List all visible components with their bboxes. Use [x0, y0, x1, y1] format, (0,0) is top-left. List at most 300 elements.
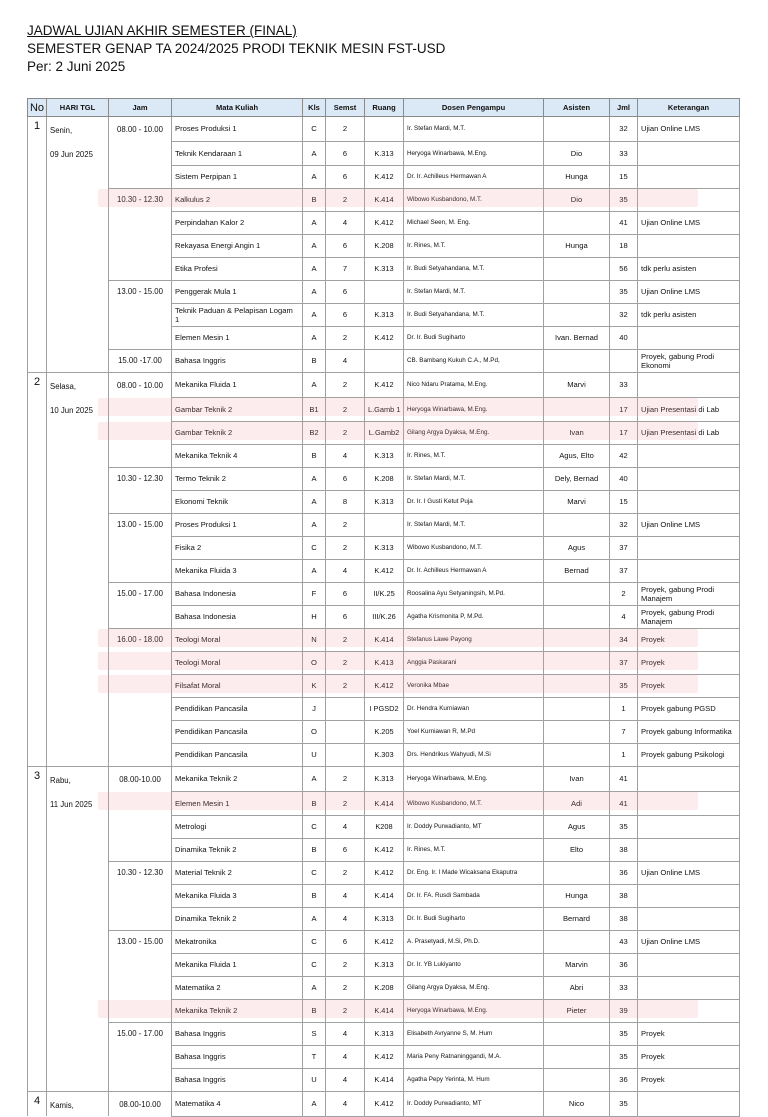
remarks: Proyek, gabung Prodi Manajem — [638, 582, 740, 605]
day-date — [47, 421, 109, 444]
remarks: Proyek gabung PGSD — [638, 697, 740, 720]
col-header: Ruang — [365, 99, 404, 117]
course-name: Mekanika Teknik 4 — [172, 444, 303, 467]
col-header: Kls — [303, 99, 326, 117]
lecturer: Dr. Ir. FA. Rusdi Sambada — [404, 884, 544, 907]
lecturer: Roosalina Ayu Setyaningsih, M.Pd. — [404, 582, 544, 605]
course-name: Mekanika Fluida 1 — [172, 373, 303, 398]
remarks: Proyek — [638, 628, 740, 651]
room: K.414 — [365, 884, 404, 907]
assistant: Pieter — [544, 999, 610, 1022]
class: B — [303, 349, 326, 373]
document-date: Per: 2 Juni 2025 — [27, 59, 126, 74]
room: I PGSD2 — [365, 697, 404, 720]
class: A — [303, 280, 326, 303]
remarks — [638, 234, 740, 257]
table-row — [28, 117, 740, 142]
room: K.208 — [365, 467, 404, 490]
lecturer: Maria Peny Ratnaninggandi, M.A. — [404, 1045, 544, 1068]
remarks: Proyek, gabung Prodi Manajem — [638, 605, 740, 628]
row-number — [28, 1022, 47, 1045]
lecturer: Anggia Paskarani — [404, 651, 544, 674]
room: K.412 — [365, 559, 404, 582]
semester: 6 — [326, 467, 365, 490]
class: B — [303, 188, 326, 211]
table-row — [28, 467, 740, 490]
day-date: 09 Jun 2025 — [47, 141, 109, 165]
semester: 4 — [326, 907, 365, 930]
semester: 6 — [326, 838, 365, 861]
semester: 6 — [326, 141, 365, 165]
class: C — [303, 117, 326, 142]
class: B1 — [303, 397, 326, 421]
course-name: Pendidikan Pancasila — [172, 697, 303, 720]
time-slot: 08.00 - 10.00 — [109, 117, 172, 142]
room: II/K.25 — [365, 582, 404, 605]
col-header: No — [28, 99, 47, 117]
participant-count: 35 — [610, 674, 638, 697]
assistant — [544, 1045, 610, 1068]
table-row — [28, 326, 740, 349]
day-date — [47, 930, 109, 953]
room: K.412 — [365, 930, 404, 953]
day-date — [47, 536, 109, 559]
table-row — [28, 999, 740, 1022]
class: S — [303, 1022, 326, 1045]
day-date — [47, 490, 109, 513]
row-number — [28, 444, 47, 467]
day-date — [47, 349, 109, 373]
time-slot — [109, 559, 172, 582]
remarks — [638, 767, 740, 792]
participant-count: 36 — [610, 953, 638, 976]
day-date — [47, 861, 109, 884]
room: K.412 — [365, 838, 404, 861]
course-name: Matematika 4 — [172, 1092, 303, 1117]
row-number — [28, 165, 47, 188]
time-slot: 15.00 - 17.00 — [109, 582, 172, 605]
room: K.414 — [365, 628, 404, 651]
row-number — [28, 720, 47, 743]
time-slot — [109, 1045, 172, 1068]
remarks: Proyek gabung Informatika — [638, 720, 740, 743]
participant-count: 38 — [610, 907, 638, 930]
assistant — [544, 651, 610, 674]
table-row — [28, 397, 740, 421]
course-name: Mekatronika — [172, 930, 303, 953]
day-date — [47, 815, 109, 838]
day-date — [47, 976, 109, 999]
class: A — [303, 373, 326, 398]
participant-count: 15 — [610, 165, 638, 188]
row-number — [28, 326, 47, 349]
semester: 6 — [326, 930, 365, 953]
class: N — [303, 628, 326, 651]
course-name: Pendidikan Pancasila — [172, 720, 303, 743]
lecturer: CB. Bambang Kukuh C.A., M.Pd, — [404, 349, 544, 373]
table-row — [28, 257, 740, 280]
time-slot: 16.00 - 18.00 — [109, 628, 172, 651]
participant-count: 2 — [610, 582, 638, 605]
assistant: Marvin — [544, 953, 610, 976]
participant-count: 35 — [610, 188, 638, 211]
day-date — [47, 953, 109, 976]
course-name: Mekanika Fluida 3 — [172, 559, 303, 582]
day-date — [47, 467, 109, 490]
table-row — [28, 165, 740, 188]
class: C — [303, 536, 326, 559]
class: B — [303, 838, 326, 861]
room: L.Gamb 1 — [365, 397, 404, 421]
assistant — [544, 628, 610, 651]
semester: 4 — [326, 1092, 365, 1117]
assistant: Bernard — [544, 907, 610, 930]
semester — [326, 743, 365, 767]
remarks — [638, 1092, 740, 1117]
class: J — [303, 697, 326, 720]
table-row — [28, 605, 740, 628]
lecturer: Nico Ndaru Pratama, M.Eng. — [404, 373, 544, 398]
course-name: Mekanika Fluida 1 — [172, 953, 303, 976]
remarks: Ujian Presentasi di Lab — [638, 397, 740, 421]
time-slot: 13.00 - 15.00 — [109, 930, 172, 953]
row-number — [28, 605, 47, 628]
semester: 7 — [326, 257, 365, 280]
lecturer: Gilang Argya Dyaksa, M.Eng. — [404, 976, 544, 999]
row-number — [28, 559, 47, 582]
time-slot — [109, 326, 172, 349]
room: K.313 — [365, 1022, 404, 1045]
table-row — [28, 791, 740, 815]
table-row — [28, 559, 740, 582]
assistant: Ivan — [544, 421, 610, 444]
semester: 2 — [326, 791, 365, 815]
document-subtitle: SEMESTER GENAP TA 2024/2025 PRODI TEKNIK MESIN FST-USD — [27, 41, 446, 56]
course-name: Mekanika Fluida 3 — [172, 884, 303, 907]
day-date: Selasa, — [47, 373, 109, 398]
remarks: Proyek — [638, 1045, 740, 1068]
time-slot — [109, 743, 172, 767]
course-name: Bahasa Inggris — [172, 349, 303, 373]
room: K.303 — [365, 743, 404, 767]
class: A — [303, 165, 326, 188]
assistant: Dio — [544, 141, 610, 165]
col-header: Jml — [610, 99, 638, 117]
class: A — [303, 211, 326, 234]
class: B — [303, 884, 326, 907]
class: A — [303, 490, 326, 513]
assistant — [544, 697, 610, 720]
room: K.412 — [365, 326, 404, 349]
lecturer: Dr. Eng. Ir. I Made Wicaksana Ekaputra — [404, 861, 544, 884]
semester: 2 — [326, 767, 365, 792]
remarks — [638, 999, 740, 1022]
day-date — [47, 838, 109, 861]
participant-count: 33 — [610, 373, 638, 398]
time-slot: 10.30 - 12.30 — [109, 861, 172, 884]
time-slot — [109, 999, 172, 1022]
room: K.313 — [365, 536, 404, 559]
lecturer: Agatha Krismonita P, M.Pd. — [404, 605, 544, 628]
participant-count: 18 — [610, 234, 638, 257]
lecturer: Ir. Stefan Mardi, M.T. — [404, 513, 544, 536]
lecturer: Yoel Kurniawan R, M.Pd — [404, 720, 544, 743]
class: B — [303, 999, 326, 1022]
day-date — [47, 257, 109, 280]
lecturer: Heryoga Winarbawa, M.Eng. — [404, 397, 544, 421]
course-name: Material Teknik 2 — [172, 861, 303, 884]
time-slot: 08.00 - 10.00 — [109, 373, 172, 398]
table-row — [28, 490, 740, 513]
time-slot: 13.00 - 15.00 — [109, 513, 172, 536]
table-row — [28, 838, 740, 861]
class: A — [303, 141, 326, 165]
table-row — [28, 767, 740, 792]
course-name: Elemen Mesin 1 — [172, 326, 303, 349]
table-row — [28, 884, 740, 907]
remarks: Proyek — [638, 674, 740, 697]
day-date — [47, 628, 109, 651]
table-row — [28, 720, 740, 743]
assistant — [544, 303, 610, 326]
semester: 2 — [326, 536, 365, 559]
table-row — [28, 953, 740, 976]
lecturer: Veronika Mbae — [404, 674, 544, 697]
participant-count: 43 — [610, 930, 638, 953]
lecturer: Ir. Doddy Purwadianto, MT — [404, 1092, 544, 1117]
class: A — [303, 303, 326, 326]
row-number: 1 — [28, 117, 47, 142]
lecturer: Wibowo Kusbandono, M.T. — [404, 188, 544, 211]
room: K.313 — [365, 141, 404, 165]
time-slot — [109, 536, 172, 559]
assistant — [544, 930, 610, 953]
assistant: Bernad — [544, 559, 610, 582]
row-number — [28, 257, 47, 280]
course-name: Mekanika Teknik 2 — [172, 999, 303, 1022]
assistant — [544, 1068, 610, 1092]
lecturer: Wibowo Kusbandono, M.T. — [404, 791, 544, 815]
participant-count: 37 — [610, 536, 638, 559]
time-slot: 08.00-10.00 — [109, 1092, 172, 1117]
class: A — [303, 257, 326, 280]
lecturer: Ir. Rines, M.T. — [404, 444, 544, 467]
table-row — [28, 211, 740, 234]
row-number: 3 — [28, 767, 47, 792]
table-row — [28, 697, 740, 720]
course-name: Gambar Teknik 2 — [172, 421, 303, 444]
remarks — [638, 165, 740, 188]
row-number — [28, 697, 47, 720]
room — [365, 513, 404, 536]
day-date — [47, 513, 109, 536]
participant-count: 33 — [610, 976, 638, 999]
participant-count: 35 — [610, 280, 638, 303]
assistant — [544, 349, 610, 373]
class: K — [303, 674, 326, 697]
lecturer: Ir. Stefan Mardi, M.T. — [404, 467, 544, 490]
course-name: Filsafat Moral — [172, 674, 303, 697]
class: O — [303, 720, 326, 743]
col-header: Semst — [326, 99, 365, 117]
lecturer: Ir. Rines, M.T. — [404, 234, 544, 257]
lecturer: Ir. Stefan Mardi, M.T. — [404, 280, 544, 303]
lecturer: Dr. Hendra Kurniawan — [404, 697, 544, 720]
assistant: Ivan — [544, 767, 610, 792]
course-name: Bahasa Indonesia — [172, 582, 303, 605]
day-date — [47, 444, 109, 467]
semester: 4 — [326, 1022, 365, 1045]
course-name: Bahasa Indonesia — [172, 605, 303, 628]
participant-count: 15 — [610, 490, 638, 513]
row-number — [28, 791, 47, 815]
class: O — [303, 651, 326, 674]
table-row — [28, 674, 740, 697]
table-row — [28, 815, 740, 838]
remarks — [638, 791, 740, 815]
row-number — [28, 421, 47, 444]
assistant — [544, 280, 610, 303]
class: A — [303, 326, 326, 349]
row-number — [28, 976, 47, 999]
semester: 2 — [326, 421, 365, 444]
room — [365, 280, 404, 303]
remarks — [638, 953, 740, 976]
room: III/K.26 — [365, 605, 404, 628]
table-row — [28, 280, 740, 303]
document-header — [27, 22, 445, 76]
participant-count: 32 — [610, 513, 638, 536]
class: A — [303, 513, 326, 536]
assistant — [544, 117, 610, 142]
time-slot: 13.00 - 15.00 — [109, 280, 172, 303]
table-row — [28, 1068, 740, 1092]
course-name: Mekanika Teknik 2 — [172, 767, 303, 792]
semester: 4 — [326, 815, 365, 838]
assistant — [544, 513, 610, 536]
remarks — [638, 467, 740, 490]
row-number — [28, 467, 47, 490]
participant-count: 38 — [610, 884, 638, 907]
table-row — [28, 1092, 740, 1117]
time-slot: 15.00 -17.00 — [109, 349, 172, 373]
assistant: Hunga — [544, 234, 610, 257]
time-slot — [109, 165, 172, 188]
lecturer: Michael Seen, M. Eng. — [404, 211, 544, 234]
class: A — [303, 976, 326, 999]
semester: 8 — [326, 490, 365, 513]
participant-count: 35 — [610, 1092, 638, 1117]
remarks — [638, 141, 740, 165]
course-name: Rekayasa Energi Angin 1 — [172, 234, 303, 257]
row-number — [28, 861, 47, 884]
semester: 4 — [326, 444, 365, 467]
class: B — [303, 444, 326, 467]
remarks — [638, 559, 740, 582]
course-name: Teknik Paduan & Pelapisan Logam 1 — [172, 303, 303, 326]
course-name: Bahasa Inggris — [172, 1068, 303, 1092]
assistant: Dio — [544, 188, 610, 211]
col-header: Dosen Pengampu — [404, 99, 544, 117]
semester: 6 — [326, 280, 365, 303]
assistant — [544, 743, 610, 767]
participant-count: 41 — [610, 211, 638, 234]
course-name: Perpindahan Kalor 2 — [172, 211, 303, 234]
semester — [326, 697, 365, 720]
time-slot — [109, 791, 172, 815]
remarks — [638, 326, 740, 349]
table-row — [28, 861, 740, 884]
participant-count: 4 — [610, 605, 638, 628]
remarks: tdk perlu asisten — [638, 257, 740, 280]
lecturer: Drs. Hendrikus Wahyudi, M.Si — [404, 743, 544, 767]
row-number — [28, 303, 47, 326]
room: K.412 — [365, 1045, 404, 1068]
room: K.414 — [365, 999, 404, 1022]
row-number — [28, 513, 47, 536]
day-date — [47, 907, 109, 930]
row-number — [28, 234, 47, 257]
day-date — [47, 697, 109, 720]
assistant — [544, 674, 610, 697]
course-name: Ekonomi Teknik — [172, 490, 303, 513]
time-slot — [109, 720, 172, 743]
room: K.313 — [365, 257, 404, 280]
time-slot — [109, 234, 172, 257]
semester: 2 — [326, 861, 365, 884]
table-row — [28, 141, 740, 165]
day-date — [47, 165, 109, 188]
class: C — [303, 930, 326, 953]
room: K.208 — [365, 234, 404, 257]
remarks — [638, 884, 740, 907]
remarks: Proyek — [638, 651, 740, 674]
table-row — [28, 303, 740, 326]
room: K.313 — [365, 444, 404, 467]
room: L.Gamb2 — [365, 421, 404, 444]
room: K.412 — [365, 165, 404, 188]
col-header: Mata Kuliah — [172, 99, 303, 117]
time-slot — [109, 838, 172, 861]
participant-count: 36 — [610, 861, 638, 884]
semester: 2 — [326, 628, 365, 651]
semester: 2 — [326, 188, 365, 211]
room: K.208 — [365, 976, 404, 999]
remarks: Ujian Presentasi di Lab — [638, 421, 740, 444]
time-slot — [109, 303, 172, 326]
lecturer: Dr. Ir. YB Lukiyanto — [404, 953, 544, 976]
class: A — [303, 1092, 326, 1117]
participant-count: 37 — [610, 559, 638, 582]
assistant — [544, 720, 610, 743]
remarks: Ujian Online LMS — [638, 861, 740, 884]
semester: 2 — [326, 373, 365, 398]
row-number — [28, 907, 47, 930]
lecturer: Heryoga Winarbawa, M.Eng. — [404, 141, 544, 165]
course-name: Teknik Kendaraan 1 — [172, 141, 303, 165]
table-row — [28, 907, 740, 930]
semester: 2 — [326, 117, 365, 142]
day-date: Kamis, — [47, 1092, 109, 1117]
class: B — [303, 791, 326, 815]
row-number — [28, 628, 47, 651]
lecturer: Dr. Ir. Achilleus Hermawan A — [404, 165, 544, 188]
class: U — [303, 1068, 326, 1092]
room: K.412 — [365, 861, 404, 884]
remarks — [638, 188, 740, 211]
class: A — [303, 767, 326, 792]
participant-count: 35 — [610, 1022, 638, 1045]
